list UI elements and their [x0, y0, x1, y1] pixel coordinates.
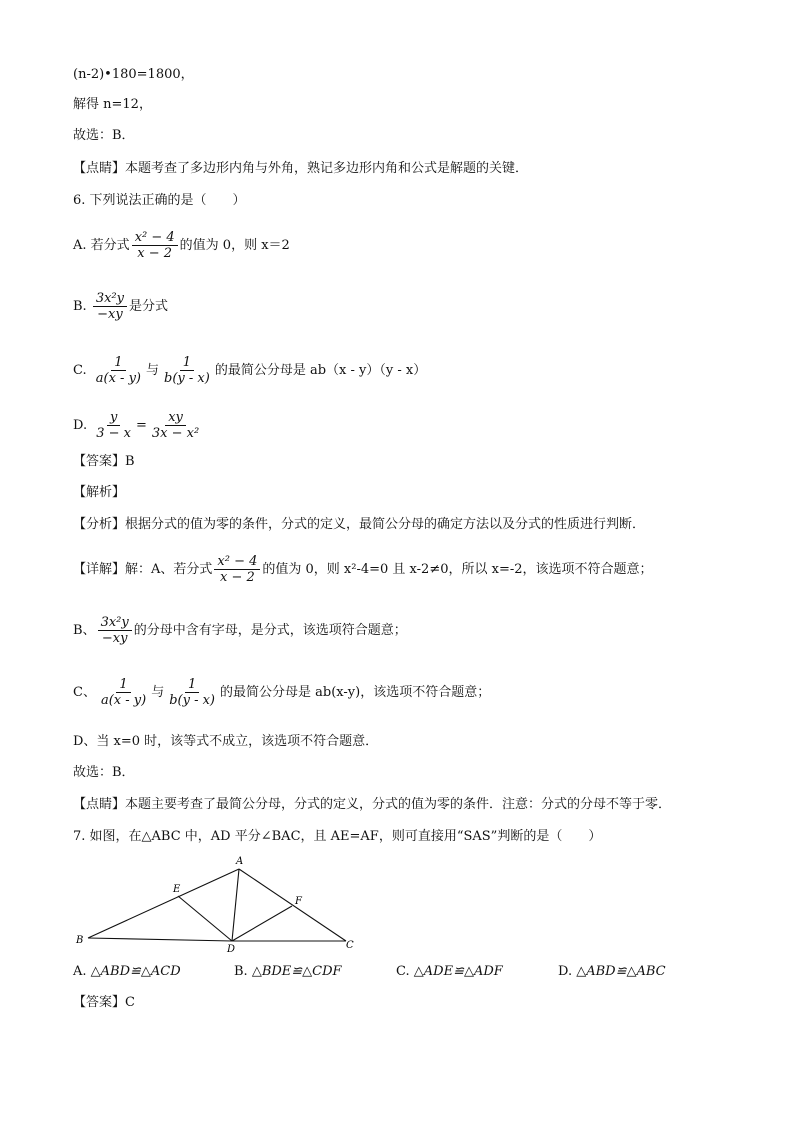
- question-6-option-c: [73, 355, 426, 386]
- detail-b-fraction: [98, 615, 132, 646]
- detail-a-pre: 解：A、若分式: [125, 562, 213, 577]
- option-a-fraction: [132, 230, 178, 261]
- fraction-denominator: x − 2: [137, 246, 173, 261]
- answer-6: [73, 453, 135, 471]
- commentary-6-tag: 【点睛】: [73, 797, 126, 812]
- analysis-summary-text: 根据分式的值为零的条件，分式的定义，最简公分母的确定方法以及分式的性质进行判断．: [125, 517, 646, 532]
- option-text: △BDE≌△CDF: [251, 964, 342, 979]
- segment-ac: [239, 869, 346, 941]
- option-7-d: [558, 964, 666, 979]
- option-b-label: B.: [73, 299, 87, 314]
- commentary-line: [73, 160, 528, 178]
- option-7-b: [234, 963, 396, 981]
- option-label: D.: [558, 964, 573, 979]
- detail-c-fraction-2: [166, 677, 218, 708]
- fraction-numerator: 3x²y: [93, 291, 127, 307]
- commentary-6-text: 本题主要考查了最简公分母，分式的定义，分式的值为零的条件．注意：分式的分母不等于零．: [125, 797, 672, 812]
- commentary-tag: 【点睛】: [73, 161, 126, 176]
- option-text: △ADE≌△ADF: [413, 964, 503, 979]
- option-a-post: 的值为 0，则 x＝2: [179, 238, 290, 253]
- fraction-denominator: −xy: [101, 631, 128, 646]
- analysis-heading: [73, 484, 125, 502]
- fraction-numerator: 1: [111, 355, 125, 371]
- detail-line-a: [73, 554, 653, 585]
- fraction-denominator: x − 2: [220, 570, 255, 585]
- analysis-tag: 【解析】: [73, 485, 126, 500]
- question-7-title: 7. 如图，在△ABC 中，AD 平分∠BAC，且 AE=AF，则可直接用“SAS”判断的是（ ）: [73, 829, 602, 844]
- option-c-fraction-1: [93, 355, 144, 386]
- detail-a-fraction: [214, 554, 260, 585]
- option-a-label: A.: [73, 238, 87, 253]
- detail-c-mid: 与: [151, 685, 165, 700]
- option-label: C.: [396, 964, 410, 979]
- fraction-numerator: xy: [165, 410, 186, 426]
- fraction-numerator: 3x²y: [98, 615, 132, 631]
- fraction-numerator: 1: [180, 355, 194, 371]
- vertex-label-c: C: [346, 940, 354, 951]
- answer-7-value: C: [125, 995, 135, 1010]
- triangle-figure: [70, 852, 370, 956]
- analysis-summary-tag: 【分析】: [73, 517, 126, 532]
- fraction-denominator: −xy: [97, 307, 123, 322]
- segment-ed: [178, 896, 232, 941]
- answer-7: [73, 994, 135, 1012]
- fraction-numerator: y: [107, 410, 120, 426]
- segment-bd: [88, 938, 232, 941]
- detail-b-post: 的分母中含有字母，是分式，该选项符合题意；: [133, 623, 407, 638]
- segment-ad: [232, 869, 239, 941]
- fraction-denominator: b(y - x): [164, 371, 210, 386]
- solution-line-1: (n-2)•180=1800，: [73, 67, 194, 82]
- option-d-fraction-2: [149, 410, 202, 441]
- fraction-numerator: 1: [185, 677, 199, 693]
- question-6-option-d: [73, 410, 204, 441]
- answer-tag: 【答案】: [73, 454, 126, 469]
- option-a-pre: 若分式: [90, 238, 130, 253]
- detail-c-post: 的最简公分母是 ab(x-y)，该选项不符合题意；: [220, 685, 491, 700]
- detail-line-b: [73, 615, 407, 646]
- commentary-text: 本题考查了多边形内角与外角，熟记多边形内角和公式是解题的关键．: [125, 161, 529, 176]
- option-7-a: [73, 963, 234, 981]
- option-c-mid: 与: [146, 363, 160, 378]
- fraction-numerator: x² − 4: [214, 554, 260, 570]
- option-text: △ABD≌△ACD: [90, 964, 181, 979]
- fraction-denominator: 3x − x²: [151, 426, 200, 441]
- option-d-fraction-1: [93, 410, 134, 441]
- vertex-label-b: B: [76, 935, 84, 946]
- option-b-fraction: [93, 291, 127, 322]
- vertex-label-a: A: [236, 856, 244, 867]
- commentary-6: [73, 796, 671, 814]
- option-label: B.: [234, 964, 248, 979]
- option-c-post: 的最简公分母是 ab（x - y）（y - x）: [214, 363, 427, 378]
- answer-7-tag: 【答案】: [73, 995, 126, 1010]
- detail-b-pre: B、: [73, 623, 96, 638]
- answer-value: B: [125, 454, 135, 469]
- fraction-denominator: a(x - y): [95, 371, 141, 386]
- option-d-eq: =: [136, 418, 147, 433]
- detail-line-d: D、当 x=0 时，该等式不成立，该选项不符合题意．: [73, 734, 379, 749]
- option-d-label: D.: [73, 418, 88, 433]
- question-6-option-b: [73, 291, 168, 322]
- vertex-label-d: D: [227, 944, 236, 955]
- detail-a-post: 的值为 0，则 x²-4=0 且 x-2≠0，所以 x=-2，该选项不符合题意；: [262, 562, 653, 577]
- detail-line-c: [73, 677, 490, 708]
- analysis-summary: [73, 516, 645, 534]
- option-c-label: C.: [73, 363, 87, 378]
- option-7-c: [396, 963, 558, 981]
- detail-c-fraction-1: [98, 677, 149, 708]
- fraction-denominator: b(y - x): [169, 693, 216, 708]
- option-b-post: 是分式: [129, 299, 169, 314]
- solution-line-3: 故选：B．: [73, 128, 135, 143]
- question-6-option-a: [73, 230, 290, 261]
- solution-line-2: 解得 n=12，: [73, 97, 152, 112]
- vertex-label-f: F: [295, 896, 302, 907]
- option-label: A.: [73, 964, 87, 979]
- detail-choose: 故选：B．: [73, 765, 135, 780]
- question-7-options: [73, 963, 666, 981]
- option-text: △ABD≌△ABC: [576, 964, 666, 979]
- option-c-fraction-2: [161, 355, 213, 386]
- detail-c-pre: C、: [73, 685, 96, 700]
- fraction-numerator: 1: [116, 677, 130, 693]
- question-6-title: 6. 下列说法正确的是（ ）: [73, 193, 246, 208]
- vertex-label-e: E: [173, 884, 181, 895]
- segment-df: [232, 906, 292, 941]
- fraction-numerator: x² − 4: [132, 230, 178, 246]
- fraction-denominator: 3 − x: [96, 426, 131, 441]
- detail-tag: 【详解】: [73, 562, 126, 577]
- fraction-denominator: a(x - y): [100, 693, 147, 708]
